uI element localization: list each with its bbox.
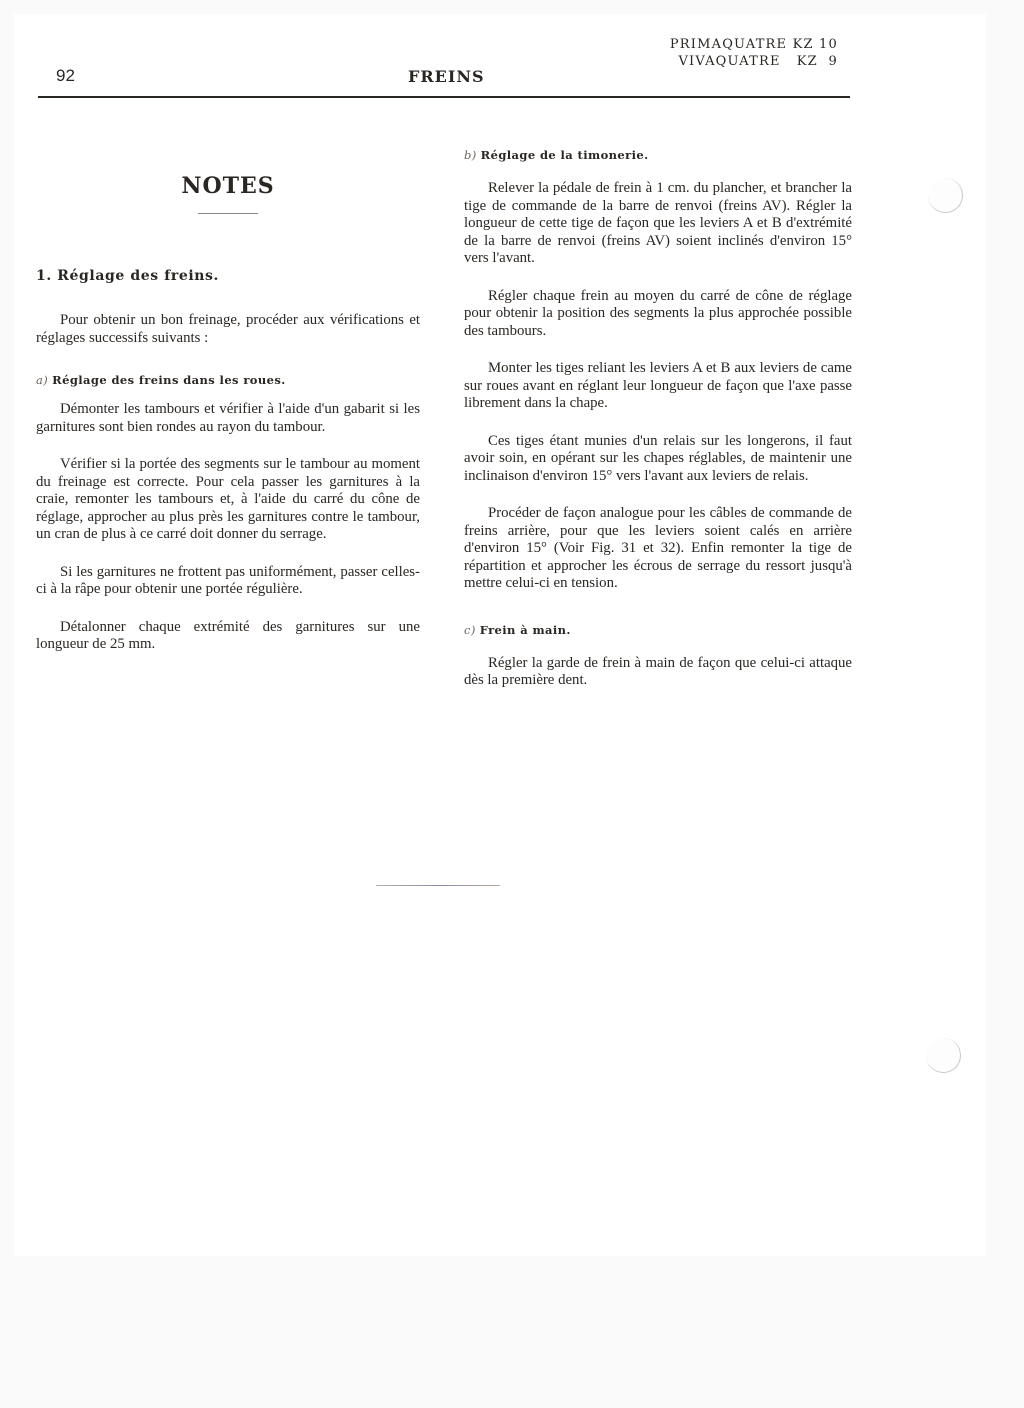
subheading-a-letter: a) <box>36 373 49 387</box>
paragraph: Procéder de façon analogue pour les câbles de commande de freins arrière, pour que les leviers soient calés en arrière d'environ 15° (Voir Fig. 31 et 32). Enfin remonter la tige de répartition et approcher les écrous de serrage du ressort jusqu'à mettre celui-ci en tension. <box>464 505 852 591</box>
subheading-b-title: Réglage de la timonerie. <box>480 148 649 162</box>
model-line-1: PRIMAQUATRE KZ 10 <box>669 37 838 52</box>
punch-hole-bottom <box>926 1038 961 1073</box>
page-title: FREINS <box>408 67 485 86</box>
notes-rule <box>198 213 258 214</box>
paragraph: Ces tiges étant munies d'un relais sur les longerons, il faut avoir soin, en opérant sur les chapes réglables, de maintenir une inclinaison d'environ 15° vers l'avant aux leviers de relais. <box>464 432 852 484</box>
left-column <box>36 140 420 654</box>
subheading-b <box>464 148 852 162</box>
bottom-rule <box>376 885 500 886</box>
subheading-c <box>464 623 852 637</box>
subheading-a-title: Réglage des freins dans les roues. <box>52 373 286 387</box>
punch-hole-top <box>928 178 963 213</box>
subheading-a <box>36 373 420 387</box>
subheading-b-letter: b) <box>464 148 477 162</box>
section-heading: 1. Réglage des freins. <box>36 268 219 284</box>
paragraph: Relever la pédale de frein à 1 cm. du plancher, et brancher la tige de commande de la barre de renvoi (freins AV). Régler la longueur de cette tige de façon que les leviers A et B d'extrémité de la barre de renvoi (freins AV) soient inclinés d'environ 15° vers l'avant. <box>464 180 852 266</box>
paragraph: Si les garnitures ne frottent pas uniformément, passer celles-ci à la râpe pour obtenir une portée régulière. <box>36 563 420 597</box>
page-number: 92 <box>56 66 75 85</box>
paragraph: Monter les tiges reliant les leviers A et B aux leviers de came sur roues avant en réglant leur longueur de façon que l'axe passe librement dans la chape. <box>464 360 852 411</box>
model-list <box>670 36 838 70</box>
paragraph: Régler chaque frein au moyen du carré de cône de réglage pour obtenir la position des segments la plus approchée possible des tambours. <box>464 287 852 339</box>
intro-paragraph: Pour obtenir un bon freinage, procéder aux vérifications et réglages successifs suivants : <box>36 312 420 346</box>
subheading-c-letter: c) <box>464 622 476 637</box>
model-line-2: VIVAQUATRE KZ 9 <box>678 54 838 69</box>
header-rule <box>38 96 850 98</box>
paragraph: Régler la garde de frein à main de façon que celui-ci attaque dès la première dent. <box>464 654 852 688</box>
paragraph: Détalonner chaque extrémité des garnitures sur une longueur de 25 mm. <box>36 618 420 652</box>
right-column <box>464 140 852 690</box>
paragraph: Démonter les tambours et vérifier à l'aide d'un gabarit si les garnitures sont bien rondes au rayon du tambour. <box>36 401 420 435</box>
subheading-c-title: Frein à main. <box>479 622 571 637</box>
notes-title: NOTES <box>181 173 275 199</box>
paragraph: Vérifier si la portée des segments sur le tambour au moment du freinage est correcte. Pour cela passer les garnitures à la craie, remonter les tambours et, à l'aide du carré du cône de réglage, approcher au plus près les garnitures contre le tambour, un cran de plus à ce carré doit donner du serrage. <box>36 456 420 542</box>
